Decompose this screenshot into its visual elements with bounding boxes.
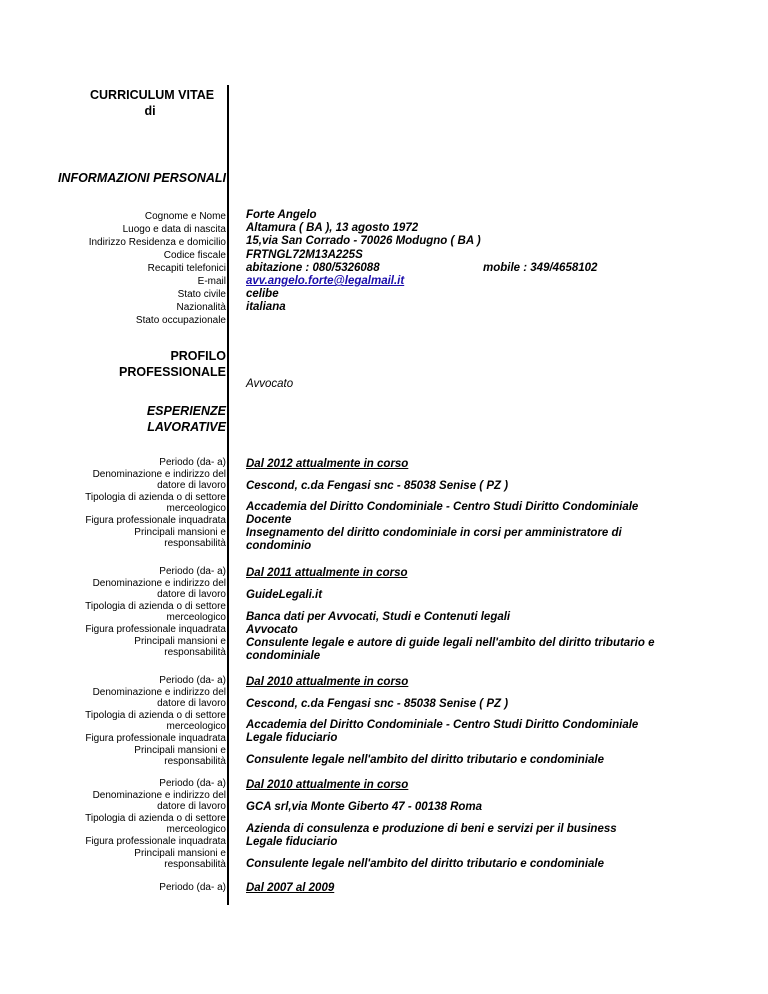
cv-title (90, 87, 215, 119)
value-name: Forte Angelo (246, 209, 317, 221)
personal-values (246, 209, 598, 315)
label-duties: Principali mansioni e (134, 847, 226, 859)
label-duties: Principali mansioni e (134, 635, 226, 647)
label-sector: Tipologia di azienda o di settore (85, 709, 226, 721)
experience-role: Legale fiduciario (246, 836, 338, 848)
column-divider (227, 85, 229, 905)
experience-duties: Consulente legale e autore di guide legali nell'ambito del diritto tributario e (246, 637, 655, 649)
value-birth: Altamura ( BA ), 13 agosto 1972 (246, 222, 419, 235)
experience-labels (56, 675, 226, 768)
experience-period: Dal 2010 attualmente in corso (246, 676, 409, 688)
label-role: Figura professionale inquadrata (85, 514, 226, 526)
experience-duties-cont: condominio (246, 540, 312, 552)
value-tax-code: FRTNGL72M13A225S (246, 248, 363, 261)
experience-employer: Cescond, c.da Fengasi snc - 85038 Senise ( PZ ) (246, 698, 509, 710)
experience-sector: Accademia del Diritto Condominiale - Centro Studi Diritto Condominiale (246, 501, 639, 513)
label-period: Periodo (da- a) (159, 457, 226, 468)
experience-labels (56, 566, 226, 659)
label-employer: Denominazione e indirizzo del (92, 468, 226, 480)
label-birth: Luogo e data di nascita (122, 224, 226, 235)
experience-role: Docente (246, 514, 292, 526)
email-link[interactable]: avv.angelo.forte@legalmail.it (246, 275, 405, 288)
label-employer-cont: datore di lavoro (157, 480, 226, 492)
experience-employer: GCA srl,via Monte Giberto 47 - 00138 Roma (246, 801, 483, 813)
label-sector-cont: merceologico (166, 503, 226, 515)
label-period: Periodo (da- a) (159, 778, 226, 789)
label-period: Periodo (da- a) (159, 675, 226, 686)
label-role: Figura professionale inquadrata (85, 732, 226, 744)
label-role: Figura professionale inquadrata (85, 835, 226, 847)
label-duties-cont: responsabilità (164, 647, 226, 659)
section-profile-line2: PROFESSIONALE (119, 365, 226, 379)
experience-sector: Azienda di consulenza e produzione di beni e servizi per il business (246, 823, 617, 835)
section-profile (119, 348, 226, 380)
label-employer: Denominazione e indirizzo del (92, 577, 226, 589)
label-employer: Denominazione e indirizzo del (92, 686, 226, 698)
section-experience (147, 403, 226, 435)
label-employer-cont: datore di lavoro (157, 801, 226, 813)
experience-sector: Accademia del Diritto Condominiale - Centro Studi Diritto Condominiale (246, 719, 639, 731)
section-personal-info: INFORMAZIONI PERSONALI (57, 171, 226, 185)
label-sector: Tipologia di azienda o di settore (85, 600, 226, 612)
value-phones (246, 261, 598, 275)
experience-period: Dal 2007 al 2009 (246, 882, 335, 894)
label-sector: Tipologia di azienda o di settore (85, 491, 226, 503)
label-duties: Principali mansioni e (134, 744, 226, 756)
label-phone: Recapiti telefonici (147, 263, 226, 274)
value-nationality: italiana (246, 301, 286, 314)
label-sector: Tipologia di azienda o di settore (85, 812, 226, 824)
label-sector-cont: merceologico (166, 824, 226, 836)
label-employer-cont: datore di lavoro (157, 698, 226, 710)
label-civil-status: Stato civile (177, 289, 226, 300)
experience-sector: Banca dati per Avvocati, Studi e Contenuti legali (246, 611, 511, 623)
experience-duties: Consulente legale nell'ambito del diritto tributario e condominiale (246, 754, 604, 766)
label-name: Cognome e Nome (144, 211, 226, 222)
label-email: E-mail (197, 276, 226, 287)
experience-period: Dal 2012 attualmente in corso (246, 458, 409, 470)
cv-title-line2: di (144, 104, 156, 118)
label-period: Periodo (da- a) (159, 882, 226, 893)
label-employer: Denominazione e indirizzo del (92, 789, 226, 801)
experience-duties-cont: condominiale (246, 650, 321, 662)
section-profile-line1: PROFILO (170, 349, 226, 363)
label-sector-cont: merceologico (166, 612, 226, 624)
experience-duties: Insegnamento del diritto condominiale in corsi per amministratore di (246, 527, 622, 539)
label-employment: Stato occupazionale (135, 315, 226, 326)
label-duties-cont: responsabilità (164, 538, 226, 550)
experience-employer: Cescond, c.da Fengasi snc - 85038 Senise ( PZ ) (246, 480, 509, 492)
label-duties: Principali mansioni e (134, 526, 226, 538)
experience-employer: GuideLegali.it (246, 589, 323, 601)
experience-labels (56, 778, 226, 871)
value-civil-status: celibe (246, 288, 279, 301)
cv-title-line1: CURRICULUM VITAE (90, 88, 215, 102)
value-phone-mobile: mobile : 349/4658102 (483, 261, 598, 274)
label-address: Indirizzo Residenza e domicilio (88, 237, 226, 248)
label-role: Figura professionale inquadrata (85, 623, 226, 635)
experience-duties: Consulente legale nell'ambito del diritto tributario e condominiale (246, 858, 604, 870)
label-period: Periodo (da- a) (159, 566, 226, 577)
section-experience-line2: LAVORATIVE (147, 420, 226, 434)
experience-role: Legale fiduciario (246, 732, 338, 744)
label-nationality: Nazionalità (176, 302, 226, 313)
value-address: 15,via San Corrado - 70026 Modugno ( BA ) (246, 235, 481, 248)
label-employer-cont: datore di lavoro (157, 589, 226, 601)
label-duties-cont: responsabilità (164, 756, 226, 768)
personal-labels (89, 210, 226, 327)
experience-period: Dal 2011 attualmente in corso (246, 567, 408, 579)
label-tax-code: Codice fiscale (163, 250, 226, 261)
label-duties-cont: responsabilità (164, 859, 226, 871)
experience-period: Dal 2010 attualmente in corso (246, 779, 409, 791)
experience-labels (56, 457, 226, 550)
label-sector-cont: merceologico (166, 721, 226, 733)
value-phone-home: abitazione : 080/5326088 (246, 261, 380, 274)
experience-role: Avvocato (246, 624, 298, 636)
profile-value: Avvocato (246, 378, 294, 390)
section-experience-line1: ESPERIENZE (146, 404, 226, 418)
